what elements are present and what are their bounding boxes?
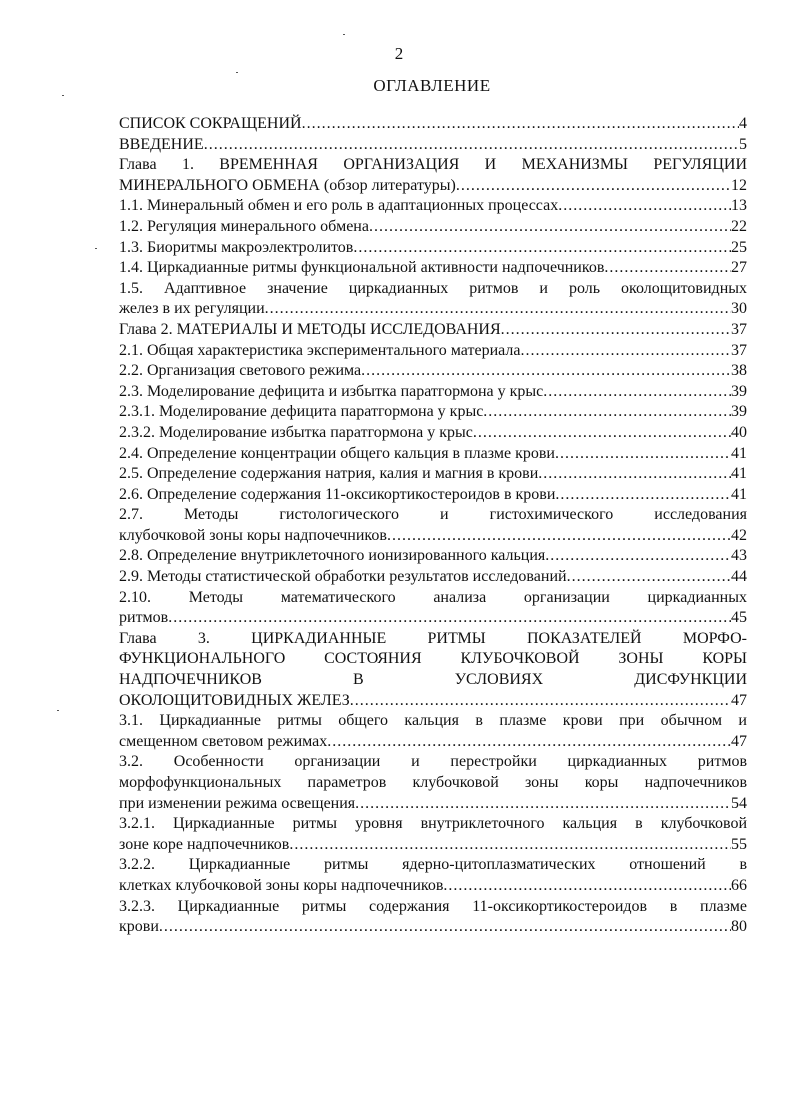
toc-entry-line: 3.1. Циркадианные ритмы общего кальция в плазме крови при обычном и — [119, 712, 747, 730]
toc-entry-row — [119, 341, 747, 362]
toc-entry-title: 2.1. Общая характеристика экспериментального материала — [119, 341, 521, 359]
scan-speck — [95, 248, 97, 249]
scan-speck — [57, 710, 59, 711]
dot-leader — [355, 794, 731, 815]
dot-leader — [604, 258, 731, 279]
toc-page-number: 37 — [731, 341, 747, 359]
toc-entry-row — [119, 444, 747, 465]
toc-entry-line: 2.7. Методы гистологического и гистохимического исследования — [119, 506, 747, 524]
dot-leader — [302, 114, 739, 135]
toc-entry-title: 2.5. Определение содержания натрия, калия и магния в крови — [119, 465, 539, 483]
toc-entry-title: 1.3. Биоритмы макроэлектролитов — [119, 238, 354, 256]
toc-entry-title: 1.1. Минеральный обмен и его роль в адаптационных процессах — [119, 197, 559, 215]
toc-entry-line: НАДПОЧЕЧНИКОВ В УСЛОВИЯХ ДИСФУНКЦИИ — [119, 671, 747, 689]
toc-entry-row — [119, 135, 747, 156]
toc-entry-row — [119, 794, 747, 815]
toc-entry-s2-8[interactable] — [119, 546, 747, 567]
toc-page-number: 47 — [731, 732, 747, 750]
toc-entry-s3-2-2[interactable] — [119, 855, 747, 896]
toc-entry-intro[interactable] — [119, 135, 747, 156]
toc-entry-line: ФУНКЦИОНАЛЬНОГО СОСТОЯНИЯ КЛУБОЧКОВОЙ ЗОНЫ КОРЫ — [119, 650, 747, 668]
toc-entry-row — [119, 876, 747, 897]
toc-entry-row — [119, 238, 747, 259]
toc-entry-line: Глава 1. ВРЕМЕННАЯ ОРГАНИЗАЦИЯ И МЕХАНИЗМЫ РЕГУЛЯЦИИ — [119, 156, 747, 174]
toc-entry-s1-3[interactable] — [119, 238, 747, 259]
toc-entry-row — [119, 608, 747, 629]
toc-entry-line: 2.10. Методы математического анализа организации циркадианных — [119, 588, 747, 606]
toc-page-number: 37 — [731, 320, 747, 338]
toc-entry-row — [119, 691, 747, 712]
toc-entry-s2-7[interactable] — [119, 505, 747, 546]
scan-speck — [236, 72, 238, 73]
toc-entry-title: 1.2. Регуляция минерального обмена — [119, 217, 369, 235]
toc-entry-ch1[interactable] — [119, 155, 747, 196]
toc-entry-s2-10[interactable] — [119, 588, 747, 629]
dot-leader — [483, 402, 731, 423]
toc-entry-title: Глава 2. МАТЕРИАЛЫ И МЕТОДЫ ИССЛЕДОВАНИЯ — [119, 320, 501, 338]
dot-leader — [204, 135, 739, 156]
toc-page-number: 47 — [731, 691, 747, 709]
toc-entry-line: 3.2.1. Циркадианные ритмы уровня внутриклеточного кальция в клубочковой — [119, 815, 747, 833]
toc-page-number: 80 — [731, 918, 747, 936]
dot-leader — [456, 176, 731, 197]
toc-entry-title: 2.3. Моделирование дефицита и избытка паратгормона у крыс — [119, 382, 544, 400]
toc-entry-title: 1.4. Циркадианные ритмы функциональной активности надпочечников — [119, 259, 605, 277]
dot-leader — [353, 238, 731, 259]
dot-leader — [555, 485, 731, 506]
toc-entry-title: МИНЕРАЛЬНОГО ОБМЕНА (обзор литературы) — [119, 176, 456, 194]
toc-entry-title: зоне коре надпочечников — [119, 835, 290, 853]
toc-page-number: 13 — [731, 197, 747, 215]
toc-entry-s1-2[interactable] — [119, 217, 747, 238]
toc-entry-row — [119, 217, 747, 238]
toc-entry-row — [119, 196, 747, 217]
toc-entry-title: 2.8. Определение внутриклеточного ионизированного кальция — [119, 547, 546, 565]
toc-page-number: 40 — [731, 423, 747, 441]
dot-leader — [159, 917, 731, 938]
toc-entry-line: морфофункциональных параметров клубочковой зоны коры надпочечников — [119, 774, 747, 791]
toc-page-number: 42 — [731, 526, 747, 544]
toc-entry-title: смещенном световом режимах — [119, 732, 328, 750]
toc-entry-s3-2-1[interactable] — [119, 814, 747, 855]
toc-entry-row — [119, 423, 747, 444]
dot-leader — [289, 835, 731, 856]
toc-entry-row — [119, 299, 747, 320]
dot-leader — [543, 382, 731, 403]
dot-leader — [168, 608, 731, 629]
toc-entry-row — [119, 176, 747, 197]
toc-entry-row — [119, 732, 747, 753]
toc-entry-title: 2.3.2. Моделирование избытка паратгормона у крыс — [119, 423, 473, 441]
toc-entry-title: клетках клубочковой зоны коры надпочечников — [119, 876, 444, 894]
toc-entry-row — [119, 526, 747, 547]
toc-entry-title: 2.6. Определение содержания 11-оксикортикостероидов в крови — [119, 485, 556, 503]
toc-page-number: 44 — [731, 568, 747, 586]
table-of-contents — [119, 114, 747, 938]
toc-entry-row — [119, 567, 747, 588]
toc-entry-s3-2[interactable] — [119, 752, 747, 814]
toc-page-number: 5 — [739, 135, 747, 153]
toc-page-number: 25 — [731, 238, 747, 256]
toc-page-number: 22 — [731, 217, 747, 235]
toc-page-number: 39 — [731, 382, 747, 400]
toc-page-number: 41 — [731, 444, 747, 462]
toc-entry-row — [119, 485, 747, 506]
toc-entry-s2-3-1[interactable] — [119, 402, 747, 423]
toc-entry-s2-2[interactable] — [119, 361, 747, 382]
toc-entry-title: СПИСОК СОКРАЩЕНИЙ — [119, 115, 302, 132]
toc-entry-title: клубочковой зоны коры надпочечников — [119, 526, 387, 544]
toc-entry-row — [119, 382, 747, 403]
toc-entry-s2-6[interactable] — [119, 485, 747, 506]
page-number: 2 — [394, 44, 404, 63]
dot-leader — [369, 217, 731, 238]
page-title: ОГЛАВЛЕНИЕ — [373, 76, 491, 95]
toc-page-number: 30 — [731, 300, 747, 318]
toc-entry-s2-5[interactable] — [119, 464, 747, 485]
toc-entry-row — [119, 114, 747, 135]
dot-leader — [520, 341, 731, 362]
toc-entry-title: при изменении режима освещения — [119, 794, 356, 812]
toc-entry-title: ОКОЛОЩИТОВИДНЫХ ЖЕЛЕЗ — [119, 691, 350, 709]
toc-entry-s2-1[interactable] — [119, 341, 747, 362]
toc-entry-title: 2.3.1. Моделирование дефицита паратгормона у крыс — [119, 403, 484, 421]
dot-leader — [501, 320, 731, 341]
toc-entry-line: Глава 3. ЦИРКАДИАННЫЕ РИТМЫ ПОКАЗАТЕЛЕЙ МОРФО- — [119, 629, 747, 647]
dot-leader — [558, 196, 731, 217]
toc-page-number: 66 — [731, 876, 747, 894]
toc-entry-line: 1.5. Адаптивное значение циркадианных ритмов и роль околощитовидных — [119, 279, 747, 297]
toc-entry-s2-9[interactable] — [119, 567, 747, 588]
toc-entry-title: 2.2. Организация светового режима — [119, 362, 362, 380]
toc-entry-s1-5[interactable] — [119, 279, 747, 320]
toc-entry-row — [119, 320, 747, 341]
toc-entry-title: ВВЕДЕНИЕ — [119, 135, 204, 153]
toc-entry-s3-1[interactable] — [119, 711, 747, 752]
toc-page-number: 27 — [731, 259, 747, 277]
toc-entry-line: 3.2.3. Циркадианные ритмы содержания 11-оксикортикостероидов в плазме — [119, 897, 747, 915]
toc-entry-s2-3-2[interactable] — [119, 423, 747, 444]
toc-entry-row — [119, 464, 747, 485]
dot-leader — [361, 361, 731, 382]
toc-page-number: 38 — [731, 362, 747, 380]
toc-page-number: 4 — [739, 115, 747, 132]
dot-leader — [265, 299, 731, 320]
toc-entry-title: крови — [119, 918, 159, 936]
dot-leader — [473, 423, 731, 444]
scan-speck — [343, 34, 345, 35]
toc-page-number: 41 — [731, 465, 747, 483]
toc-entry-row — [119, 917, 747, 938]
toc-entry-s3-2-3[interactable] — [119, 897, 747, 938]
toc-entry-s2-3[interactable] — [119, 382, 747, 403]
dot-leader — [545, 546, 731, 567]
toc-entry-title: 2.4. Определение концентрации общего кальция в плазме крови — [119, 444, 555, 462]
toc-entry-line: 3.2. Особенности организации и перестройки циркадианных ритмов — [119, 753, 747, 771]
toc-entry-ch3[interactable] — [119, 629, 747, 711]
dot-leader — [538, 464, 731, 485]
toc-entry-s2-4[interactable] — [119, 444, 747, 465]
toc-entry-row — [119, 546, 747, 567]
toc-entry-row — [119, 258, 747, 279]
toc-page-number: 43 — [731, 547, 747, 565]
toc-page-number: 55 — [731, 835, 747, 853]
toc-entry-row — [119, 402, 747, 423]
dot-leader — [555, 444, 731, 465]
toc-entry-title: желез в их регуляции — [119, 300, 265, 318]
dot-leader — [327, 732, 731, 753]
toc-page-number: 39 — [731, 403, 747, 421]
scan-speck — [62, 95, 64, 96]
toc-page-number: 45 — [731, 609, 747, 627]
dot-leader — [350, 691, 731, 712]
toc-entry-title: 2.9. Методы статистической обработки результатов исследований — [119, 568, 567, 586]
dot-leader — [387, 526, 731, 547]
toc-entry-row — [119, 361, 747, 382]
toc-entry-abbr[interactable] — [119, 114, 747, 135]
toc-entry-ch2[interactable] — [119, 320, 747, 341]
dot-leader — [567, 567, 731, 588]
toc-entry-row — [119, 835, 747, 856]
toc-page-number: 54 — [731, 794, 747, 812]
toc-entry-s1-4[interactable] — [119, 258, 747, 279]
toc-entry-line: 3.2.2. Циркадианные ритмы ядерно-цитоплазматических отношений в — [119, 856, 747, 874]
toc-page-number: 12 — [731, 176, 747, 194]
dot-leader — [443, 876, 731, 897]
toc-page-number: 41 — [731, 485, 747, 503]
toc-entry-s1-1[interactable] — [119, 196, 747, 217]
toc-entry-title: ритмов — [119, 609, 169, 627]
